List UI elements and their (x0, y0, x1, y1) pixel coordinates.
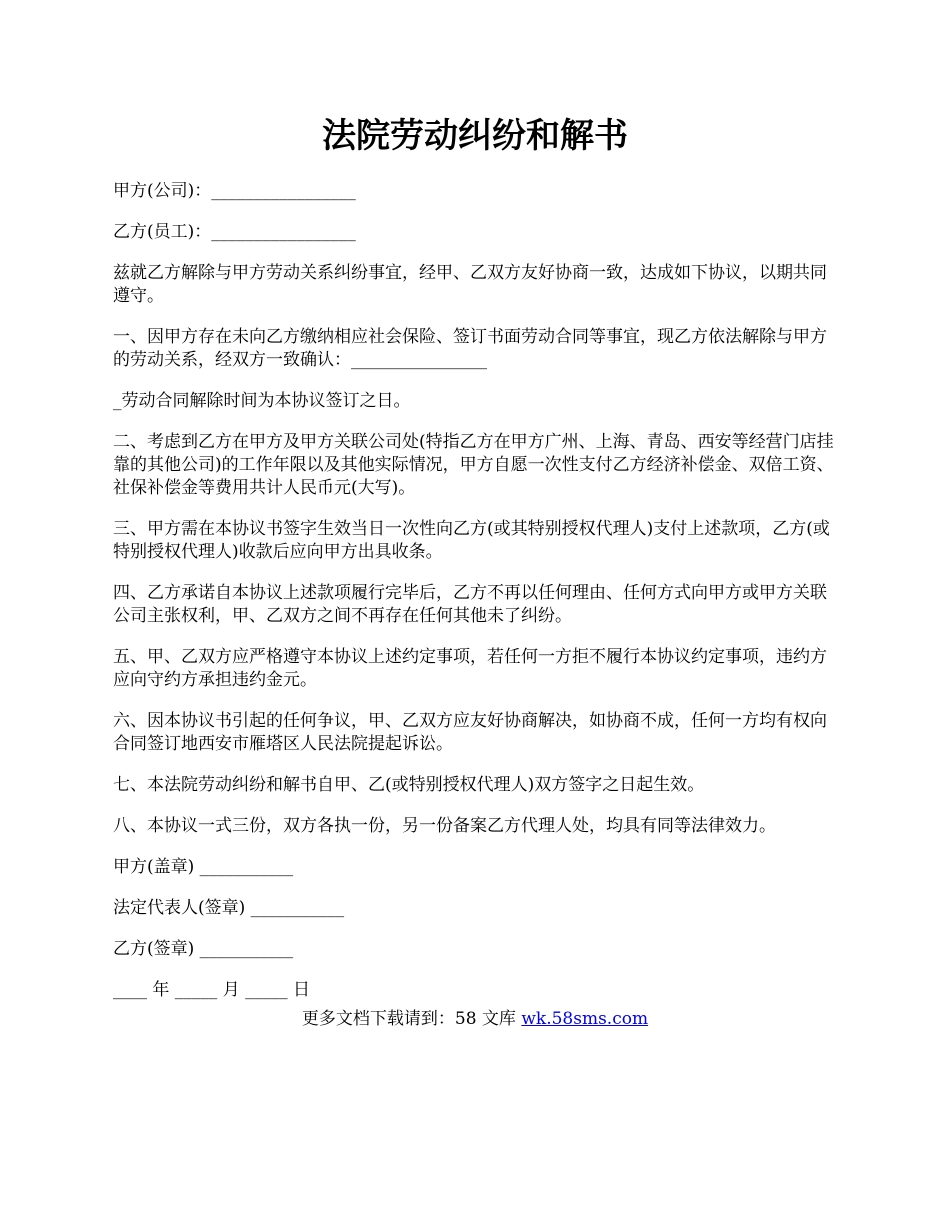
party-a-line: 甲方(公司)：_________________ (113, 181, 356, 201)
clause-4: 四、乙方承诺自本协议上述款项履行完毕后，乙方不再以任何理由、任何方式向甲方或甲方关联公司主张权利，甲、乙双方之间不再存在任何其他未了纠纷。 (113, 583, 827, 626)
clause-6: 六、因本协议书引起的任何争议，甲、乙双方应友好协商解决，如协商不成，任何一方均有权向合同签订地西安市雁塔区人民法院提起诉讼。 (113, 711, 827, 754)
document-body (113, 180, 839, 1020)
document-title: 法院劳动纠纷和解书 (322, 116, 628, 156)
clause-8: 八、本协议一式三份，双方各执一份，另一份备案乙方代理人处，均具有同等法律效力。 (113, 816, 776, 836)
clause-1: 一、因甲方存在未向乙方缴纳相应社会保险、签订书面劳动合同等事宜，现乙方依法解除与甲方的劳动关系，经双方一致确认：________________ (113, 327, 827, 370)
party-b-sign-line: 乙方(签章) ___________ (113, 939, 294, 959)
signature-section (113, 856, 839, 1002)
legal-rep-line: 法定代表人(签章) ___________ (113, 898, 345, 918)
intro-paragraph: 兹就乙方解除与甲方劳动关系纠纷事宜，经甲、乙双方友好协商一致，达成如下协议，以期共同遵守。 (113, 263, 827, 306)
party-a-seal-line: 甲方(盖章) ___________ (113, 857, 294, 877)
clause-2: 二、考虑到乙方在甲方及甲方关联公司处(特指乙方在甲方广州、上海、青岛、西安等经营门店挂靠的其他公司)的工作年限以及其他实际情况，甲方自愿一次性支付乙方经济补偿金、双倍工资、社保补偿金等费用共计人民币元(大写)。 (113, 432, 834, 498)
clause-1-continuation: _劳动合同解除时间为本协议签订之日。 (113, 391, 411, 411)
clause-7: 七、本法院劳动纠纷和解书自甲、乙(或特别授权代理人)双方签字之日起生效。 (113, 775, 705, 795)
date-line: ____ 年 _____ 月 _____ 日 (113, 980, 311, 1000)
clause-3: 三、甲方需在本协议书签字生效当日一次性向乙方(或其特别授权代理人)支付上述款项，乙方(或特别授权代理人)收款后应向甲方出具收条。 (113, 519, 830, 562)
footer (0, 1008, 950, 1031)
footer-link[interactable]: wk.58sms.com (521, 1009, 649, 1029)
clause-5: 五、甲、乙双方应严格遵守本协议上述约定事项，若任何一方拒不履行本协议约定事项，违约方应向守约方承担违约金元。 (113, 647, 827, 690)
party-b-line: 乙方(员工)：_________________ (113, 222, 356, 242)
parties-section (113, 180, 839, 244)
footer-prefix: 更多文档下载请到：58 文库 (301, 1009, 522, 1029)
